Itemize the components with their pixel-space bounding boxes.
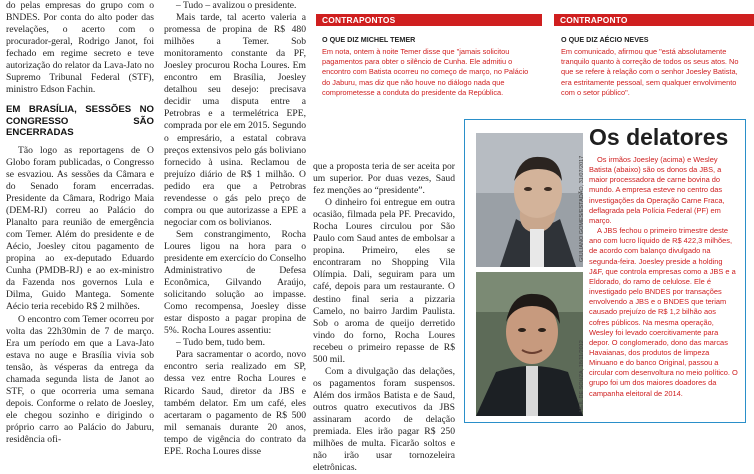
contraponto-header: CONTRAPONTO <box>554 14 754 26</box>
article-column-2 <box>164 0 306 458</box>
photo-credit-bottom: NEIL DE SOUZA, 18/11/2012 <box>579 340 585 412</box>
person-portrait-icon <box>476 133 583 267</box>
contrapontos-header: CONTRAPONTOS <box>316 14 542 26</box>
photo-wesley <box>476 272 583 416</box>
paragraph: Os irmãos Joesley (acima) e Wesley Batista (abaixo) são os donos da JBS, a maior processadora de carne bovina do mundo. A empresa esteve no centro das investigações da Operação Carne Fraca, deflagrada pela Polícia Federal (PF) em março. <box>589 155 725 225</box>
paragraph: O dinheiro foi entregue em outra ocasião, filmada pela PF. Precavido, Rocha Loures circulou por São Paulo com Saud antes de embolsar a propina. Primeiro, eles se encontraram no Shopping Vila Olímpia. Dali, seguiram para um café, depois para um restaurante. O destino final seria a pizzaria Camelo, no bairro Jardim Paulista. Sob o aroma de queijo derretido vindo do forno, Rocha Loures recebeu o primeiro repasse de R$ 500 mil. <box>313 197 455 365</box>
paragraph: – Tudo bem, tudo bem. <box>176 337 266 349</box>
paragraph: do pelas empresas do grupo com o BNDES. Por conta do alto poder das revelações, o acerto com o procurador-geral, Rodrigo Janot, foi fechado em regime secreto e teve autorização do relator da Lava-Jato no Supremo Tribunal Federal (STF), ministro Edson Fachin. <box>6 0 154 96</box>
article-column-1 <box>6 0 154 446</box>
photo-joesley <box>476 133 583 267</box>
article-column-3 <box>313 161 455 474</box>
person-portrait-icon <box>476 272 583 416</box>
paragraph: Para sacramentar o acordo, novo encontro seria realizado em SP, dessa vez entre Rocha Loures e Ricardo Saud, diretor da JBS e também delator. Em um café, eles acertaram o pagamento de R$ 500 mil semanais durante 20 anos, tempo de vigência do contrato da EPE. Rocha Loures disse <box>164 349 306 457</box>
paragraph: – Tudo – avalizou o presidente. <box>176 0 297 11</box>
delatores-text <box>589 155 738 399</box>
paragraph: que a proposta teria de ser aceita por um superior. Por duas vezes, Saud fez menções ao “presidente”. <box>313 161 455 197</box>
contraponto-label-aecio: O QUE DIZ AÉCIO NEVES <box>561 35 649 44</box>
paragraph: O encontro com Temer ocorreu por volta das 22h30min de 7 de março. Era um período em que a Lava-Jato estava no auge e Brasília vivia sob tensão, às vésperas da entrega da chamada segunda lista de Janot ao STF, o que ocorreria uma semana depois. Conforme o relato de Joesley, ele chegou sozinho e dirigindo o próprio carro ao Palácio do Jaburu, residência ofi- <box>6 313 154 445</box>
contraponto-text-aecio: Em comunicado, afirmou que "está absolutamente tranquilo quanto à correção de todos os seus atos. No que se refere à relação com o senhor Joesley Batista, era estritamente pessoal, sem qualquer envolvimento com o setor público". <box>561 47 739 97</box>
section-heading: EM BRASÍLIA, SESSÕES NO CONGRESSO SÃO ENCERRADAS <box>6 104 154 139</box>
paragraph: Com a divulgação das delações, os pagamentos foram suspensos. Além dos irmãos Batista e de Saud, outros quatro executivos da JBS assinaram acordo de delação premiada. Eles irão pagar R$ 250 milhões de multa. Ficarão soltos e não irão usar tornozeleira eletrônicas. <box>313 365 455 474</box>
photo-credit-top: GIULIANO GOMES/ESTADÃO, 31/07/2017 <box>579 155 585 262</box>
paragraph: Sem constrangimento, Rocha Loures ligou na hora para o presidente em exercício do Conselho Administrativo de Defesa Econômica, Gilvando Araújo, solicitando solução ao impasse. Como recompensa, Joesley disse estar disposto a pagar propina de 5%. Rocha Loures assentiu: <box>164 228 306 337</box>
paragraph: Mais tarde, tal acerto valeria a promessa de propina de R$ 480 milhões a Temer. Sob monitoramento constante da PF, Joesley procurou Rocha Loures. Em encontro em Brasília, Joesley detalhou seu desejo: precisava decidir uma disputa entre a Petrobras e a termelétrica EPE, comprada por ele em 2015. Segundo o empresário, a estatal cobrava preços extensivos pelo gás boliviano fornecido à usina. Reclamou de prejuízo diário de R$ 1 milhão. O pedido era que a Petrobras revendesse o gás pelo preço de compra ou que autorizasse a EPE a negociar com os bolivianos. <box>164 12 306 228</box>
delatores-title: Os delatores <box>589 124 729 150</box>
contraponto-text-temer: Em nota, ontem à noite Temer disse que "jamais solicitou pagamentos para obter o silêncio de Cunha. Ele admitiu o encontro com Batista ocorreu no começo de março, no Palácio do Jaburu, mas diz que não houve no diálogo nada que comprometesse a conduta do presidente da República. <box>322 47 529 97</box>
contraponto-label-temer: O QUE DIZ MICHEL TEMER <box>322 35 416 44</box>
paragraph: A JBS fechou o primeiro trimestre deste ano com lucro líquido de R$ 422,3 milhões, de acordo com balanço divulgado na segunda-feira. Joesley preside a holding J&F, que controla empresas como a JBS e a Eldorado, do ramo de celulose. Ele é investigado pelo BNDES por transações envolvendo a JBS e o BNDES que teriam causado prejuízo de R$ 1,2 bilhão aos cofres públicos. Na mesma operação, Wesley foi levado coercitivamente para depor. O conglomerado, dono das marcas Havaianas, dos produtos de limpeza Minuano e do banco Original, passou a circular com desenvoltura no meio político. O grupo foi um dos maiores doadores da campanha eleitoral de 2014. <box>589 226 738 398</box>
paragraph: Tão logo as reportagens de O Globo foram publicadas, o Congresso se esvaziou. As sessões da Câmara e do Senado foram encerradas. Presidente da Câmara, Rodrigo Maia (DEM-RJ) correu ao Palácio do Planalto para reunião de emergência com Temer. Além do presidente e de Aécio, Joesley citou pagamento de propina ao ex-deputado Eduardo Cunha (PMDB-RJ) e ao ex-ministro da Fazenda nos governos Lula e Dilma, Guido Mantega. Somente Aécio teria recebido R$ 2 milhões. <box>6 144 154 313</box>
